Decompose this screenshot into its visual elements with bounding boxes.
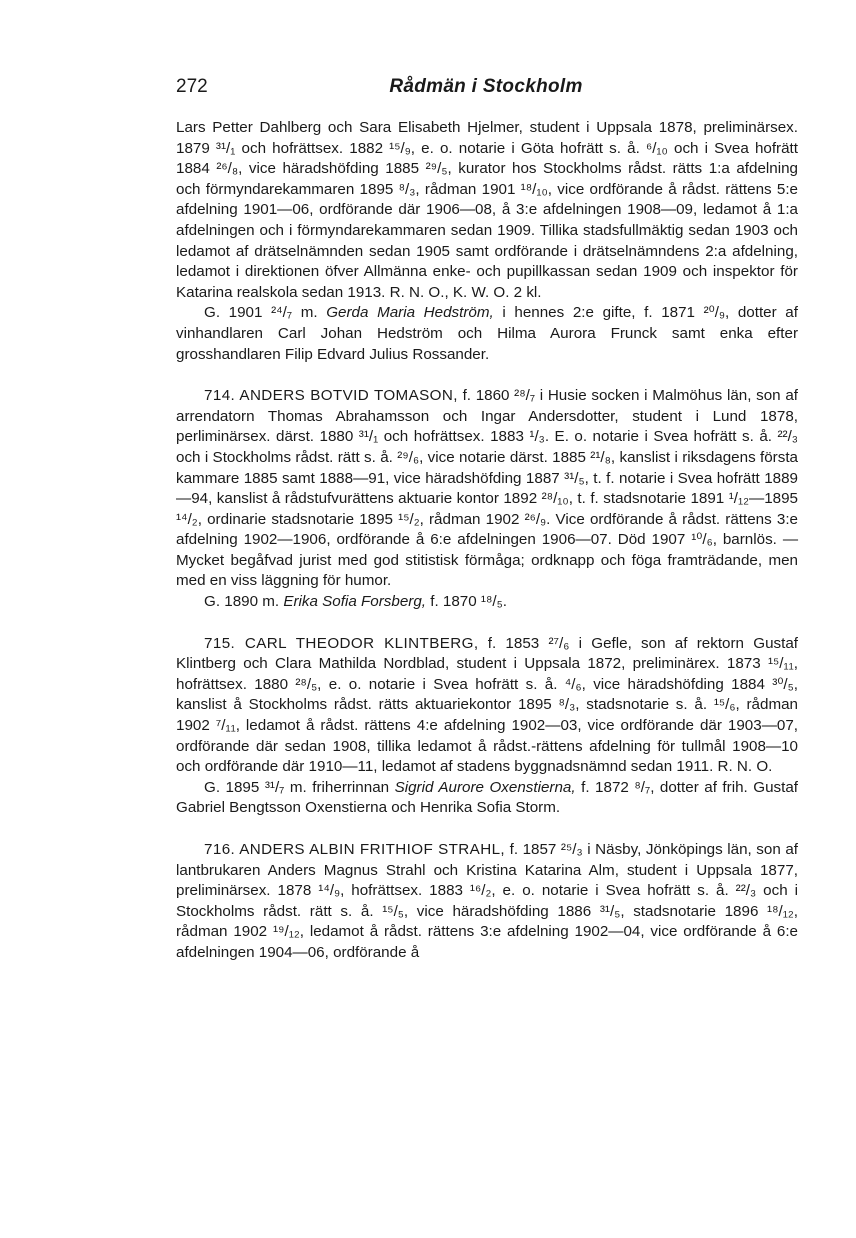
- marriage-paragraph: [176, 592, 798, 613]
- marriage-text: i hennes 2:e gifte, f. 1871 ²⁰/₉, dotter af vinhandlaren Carl Johan Hedström och Hilma Aurora Frunck samt enka efter grosshandlaren Filip Edvard Julius Rossander.: [176, 304, 798, 363]
- entry-paragraph: Lars Petter Dahlberg och Sara Elisabeth Hjelmer, student i Uppsala 1878, preliminärsex. 1879 ³¹/₁ och hofrättsex. 1882 ¹⁵/₉, e. o. notarie i Göta hofrätt s. å. ⁶/₁₀ och i Svea hofrätt 1884 ²⁶/₈, vice häradshöfding 1885 ²⁹/₅, kurator hos Stockholms rådst. rätts 1:a afdelning och förmyndarekammaren 1895 ⁸/₃, rådman 1901 ¹⁸/₁₀, vice ordförande å rådst. rättens 5:e afdelning 1901—06, ordförande där 1906—08, å 3:e afdelningen 1908—09, ledamot å 1:a afdelningen och i förmyndarekammaren sedan 1909. Tillika stadsfullmäktig sedan 1903 och ledamot af drätselnämnden sedan 1905 samt ordförande i drätselnämndens 2:a afdelning, ledamot i direktionen öfver Allmänna enke- och pupillkassan sedan 1909 och inspektor för Katarina realskola sedan 1913. R. N. O., K. W. O. 2 kl.: [176, 119, 798, 301]
- marriage-text: G. 1895 ³¹/₇ m. friherrinnan: [204, 778, 395, 796]
- page-header: [176, 76, 796, 102]
- entry-heading: 715. CARL THEODOR KLINTBERG,: [204, 634, 479, 652]
- running-title: Rådmän i Stockholm: [389, 76, 583, 97]
- entry-heading: 716. ANDERS ALBIN FRITHIOF STRAHL,: [204, 841, 506, 858]
- entry-715: [176, 634, 798, 819]
- entry-continued: [176, 118, 798, 365]
- marriage-text: f. 1870 ¹⁸/₅.: [426, 593, 507, 611]
- marriage-text: G. 1901 ²⁴/₇ m.: [204, 304, 327, 322]
- entry-paragraph: [176, 840, 798, 964]
- page-number: 272: [176, 76, 208, 97]
- marriage-text: G. 1890 m.: [204, 593, 284, 611]
- entry-paragraph: [176, 386, 798, 592]
- spouse-name: Sigrid Aurore Oxenstierna,: [394, 778, 576, 796]
- body-text: [176, 118, 798, 985]
- entry-714: [176, 386, 798, 613]
- marriage-paragraph: [176, 303, 798, 365]
- entry-heading: 714. ANDERS BOTVID TOMASON,: [204, 387, 458, 405]
- entry-text: f. 1857 ²⁵/₃ i Näsby, Jönköpings län, son af lantbrukaren Anders Magnus Strahl och Kristina Katarina Alm, student i Uppsala 1877, preliminärsex. 1878 ¹⁴/₉, hofrättsex. 1883 ¹⁶/₂, e. o. notarie i Svea hofrätt s. å. ²²/₃ och i Stockholms rådst. rätt s. å. ¹⁵/₅, vice häradshöfding 1886 ³¹/₅, stadsnotarie 1896 ¹⁸/₁₂, rådman 1902 ¹⁹/₁₂, ledamot å rådst. rättens 3:e afdelning 1902—04, vice ordförande å 6:e afdelningen 1904—06, ordförande å: [176, 841, 798, 961]
- marriage-text: f. 1872 ⁸/₇, dotter af frih. Gustaf Gabriel Bengtsson Oxenstierna och Henrika Sofia Storm.: [176, 778, 798, 817]
- entry-716: [176, 840, 798, 964]
- entry-text: f. 1853 ²⁷/₆ i Gefle, son af rektorn Gustaf Klintberg och Clara Mathilda Nordblad, student i Uppsala 1872, preliminärex. 1873 ¹⁵/₁₁, hofrättsex. 1880 ²⁸/₅, e. o. notarie i Svea hofrätt s. å. ⁴/₆, vice häradshöfding 1884 ³⁰/₅, kanslist å Stockholms rådst. rätts aktuariekontor 1895 ⁸/₃, stadsnotarie s. å. ¹⁵/₆, rådman 1902 ⁷/₁₁, ledamot å rådst. rättens 4:e afdelning 1902—03, vice ordförande där 1903—07, ordförande där sedan 1908, tillika ledamot å rådst.-rättens afdelning för tullmål 1908—10 och ordförande där 1910—11, ledamot af stadens byggnadsnämnd sedan 1911. R. N. O.: [176, 634, 798, 776]
- entry-text: f. 1860 ²⁸/₇ i Husie socken i Malmöhus län, son af arrendatorn Thomas Abrahamsson och Ingar Andersdotter, student i Lund 1878, perliminärsex. därst. 1880 ³¹/₁ och hofrättsex. 1883 ¹/₃. E. o. notarie i Svea hofrätt s. å. ²²/₃ och i Stockholms rådst. rätt s. å. ²⁹/₆, vice notarie därst. 1885 ²¹/₈, kanslist i riksdagens första kammare 1885 samt 1888—91, vice häradshöfding 1887 ³¹/₅, t. f. notarie i Svea hofrätt 1889—94, kanslist å rådstufvurättens aktuarie kontor 1892 ²⁸/₁₀, t. f. stadsnotarie 1891 ¹/₁₂—1895 ¹⁴/₂, ordinarie stadsnotarie 1895 ¹⁵/₂, rådman 1902 ²⁶/₉. Vice ordförande å rådst. rättens 3:e afdelning 1902—1906, ordförande å 6:e afdelningen 1906—07. Död 1907 ¹⁰/₆, barnlös. — Mycket begåfvad jurist med god stitistisk förmåga; ordknapp och föga framträdande, men med en viss läggning för humor.: [176, 387, 798, 590]
- spouse-name: Gerda Maria Hedström,: [326, 304, 494, 322]
- spouse-name: Erika Sofia Forsberg,: [283, 593, 427, 611]
- entry-paragraph: [176, 634, 798, 778]
- marriage-paragraph: [176, 778, 798, 819]
